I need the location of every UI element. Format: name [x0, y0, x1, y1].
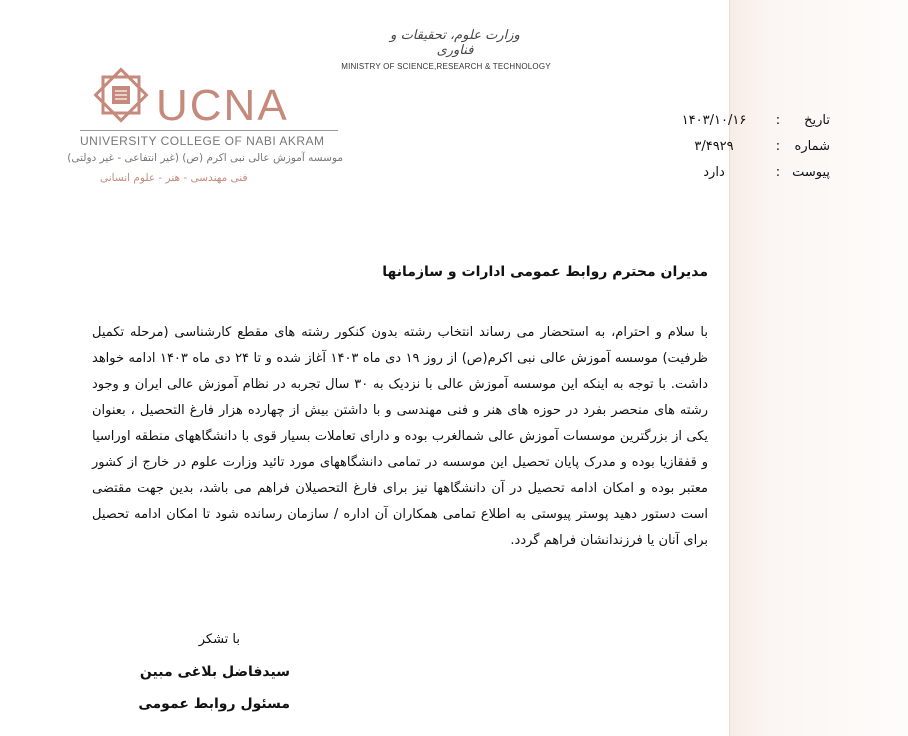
meta-colon: :	[775, 113, 781, 128]
meta-date-label: تاریخ	[804, 113, 830, 128]
signature-title: مسئول روابط عمومی	[138, 696, 290, 712]
meta-colon: :	[775, 165, 781, 180]
letter-meta	[660, 108, 830, 186]
ministry-name-en: MINISTRY OF SCIENCE,RESEARCH & TECHNOLOGY	[341, 62, 551, 71]
meta-number-label: شماره	[794, 139, 830, 154]
ministry-name-fa: وزارت علوم، تحقیقات و فناوری	[390, 28, 520, 58]
letter-body: با سلام و احترام، به استحضار می رساند انتخاب رشته بدون کنکور رشته های مقطع کارشناسی (مرحله تکمیل ظرفیت) موسسه آموزش عالی نبی اکرم(ص) از روز ۱۹ دی ماه ۱۴۰۳ آغاز شده و تا ۲۴ دی ماه ۱۴۰۳ ادامه خواهد داشت. با توجه به اینکه این موسسه آموزش عالی با نزدیک به ۳۰ سال تجربه در نظام آموزش عالی ایران و وجود رشته های منحصر بفرد در حوزه های هنر و فنی مهندسی و با داشتن بیش از چهارده هزار فارغ التحصیل ، بعنوان یکی از بزرگترین موسسات آموزش عالی شمالغرب بوده و دارای تعاملات بسیار قوی با دانشگاههای منطقه اوراسیا و قفقازیا بوده و مدرک پایان تحصیل این موسسه در تمامی دانشگاههای مورد تائید وزارت علوم در خارج از کشور معتبر بوده و امکان ادامه تحصیل در آن دانشگاهها نیز برای فارغ التحصیلان فراهم می باشد، بدین جهت مقتضی است دستور دهید پوستر پیوستی به اطلاع تمامی همکاران آن اداره / سازمان رسانده شود تا امکان ادامه تحصیل برای آنان یا فرزندانشان فراهم گردد.	[92, 325, 708, 548]
institution-emblem-icon	[92, 66, 150, 124]
institution-fields-fa: فنی مهندسی - هنر - علوم انسانی	[100, 172, 248, 184]
signature-name: سیدفاضل بلاغی مبین	[139, 664, 290, 680]
meta-date-value: ۱۴۰۳/۱۰/۱۶	[681, 113, 747, 128]
signature-thanks: با تشکر	[198, 632, 240, 647]
logo-divider	[80, 130, 338, 131]
meta-attachment-value: دارد	[703, 165, 725, 180]
meta-attachment-label: پیوست	[792, 165, 830, 180]
meta-number-row	[660, 134, 830, 160]
institution-name-en: UNIVERSITY COLLEGE OF NABI AKRAM	[80, 134, 325, 148]
meta-date-row	[660, 108, 830, 134]
meta-colon: :	[775, 139, 781, 154]
meta-number-value: ۳/۴۹۲۹	[694, 139, 734, 154]
institution-acronym: UCNA	[156, 81, 289, 130]
meta-attachment-row	[660, 160, 830, 186]
institution-name-fa: موسسه آموزش عالی نبی اکرم (ص) (غیر انتفاعی - غیر دولتی)	[67, 152, 343, 164]
letter-addressee: مدیران محترم روابط عمومی ادارات و سازمانها	[382, 264, 708, 280]
